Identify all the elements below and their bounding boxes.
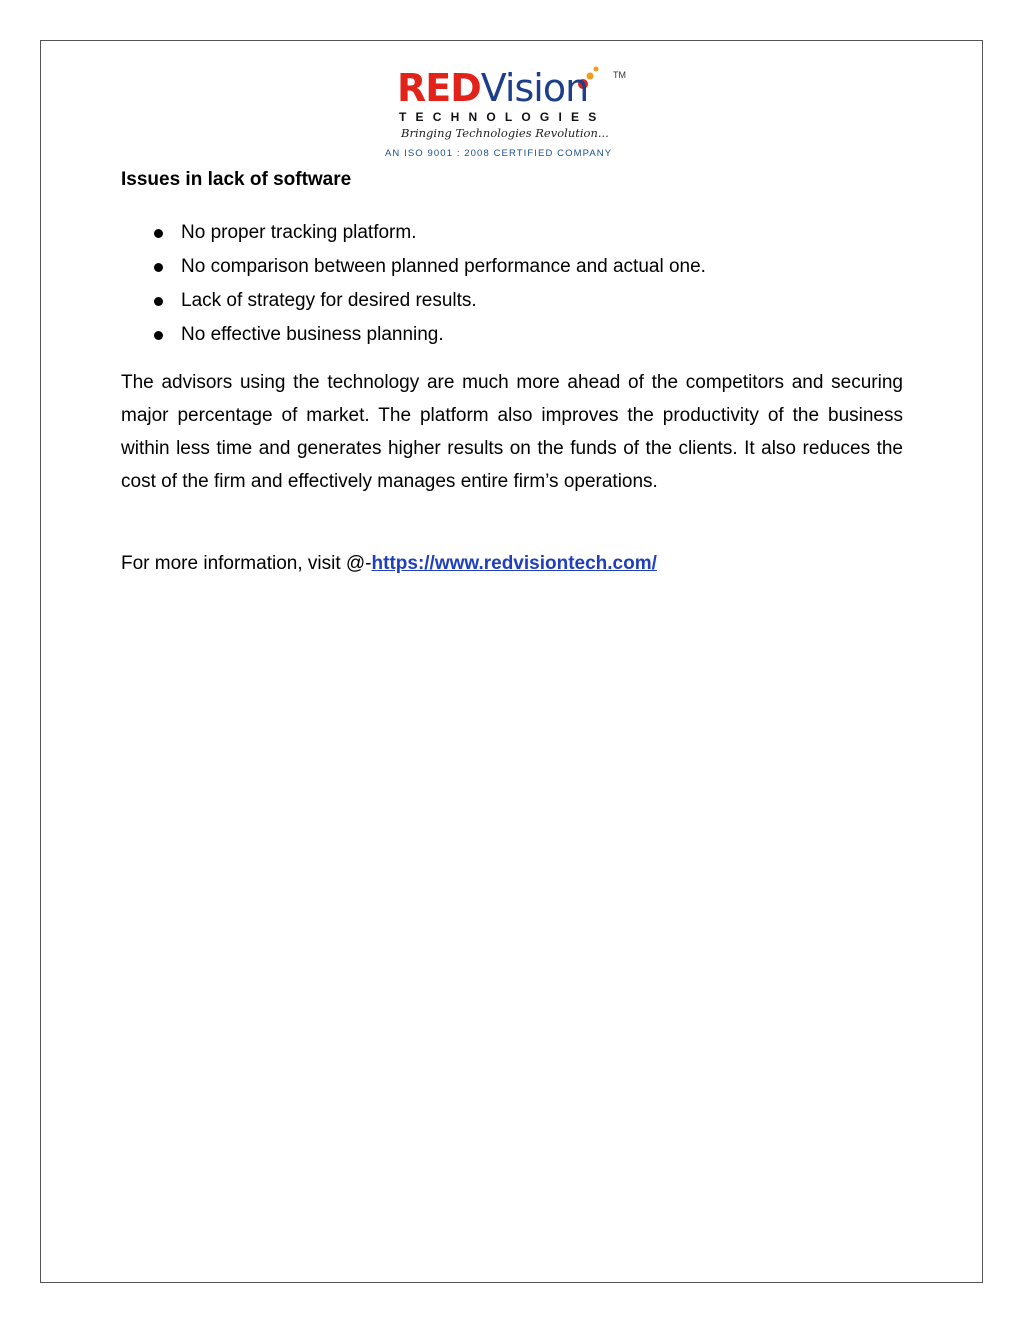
list-item: No proper tracking platform. <box>121 216 706 250</box>
logo-wordmark <box>397 66 588 110</box>
trademark-mark: TM <box>613 70 626 80</box>
list-item: No effective business planning. <box>121 318 706 352</box>
list-item: No comparison between planned performance and actual one. <box>121 250 706 284</box>
company-logo <box>385 62 635 162</box>
logo-vision-text: Vision <box>480 66 589 110</box>
more-info-line <box>121 547 657 580</box>
logo-tagline: Bringing Technologies Revolution... <box>401 126 609 140</box>
body-paragraph: The advisors using the technology are much more ahead of the competitors and securing major percentage of market. The platform also improves the productivity of the business within less time and generates higher results on the funds of the clients. It also reduces the cost of the firm and effectively manages entire firm’s operations. <box>121 372 903 492</box>
section-heading: Issues in lack of software <box>121 169 352 190</box>
logo-red-text: RED <box>397 66 481 110</box>
website-link[interactable]: https://www.redvisiontech.com/ <box>371 553 657 574</box>
more-info-text: For more information, visit @- <box>121 553 372 574</box>
logo-technologies-text: TECHNOLOGIES <box>399 110 606 124</box>
list-item: Lack of strategy for desired results. <box>121 284 706 318</box>
issues-list <box>121 216 706 352</box>
iso-certification-text: AN ISO 9001 : 2008 CERTIFIED COMPANY <box>385 148 613 159</box>
